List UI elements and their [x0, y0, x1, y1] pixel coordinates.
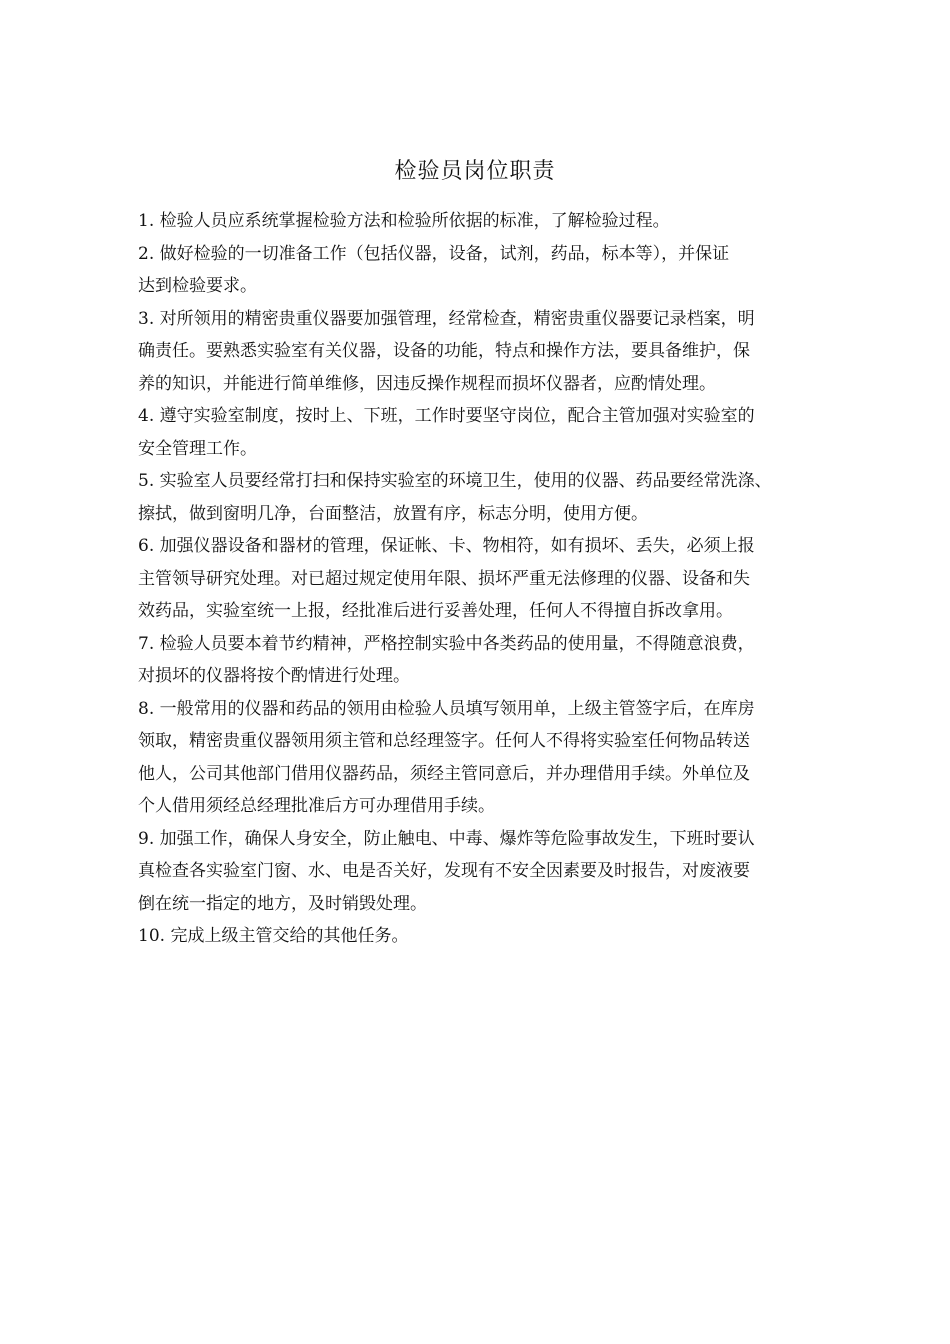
duty-item-7 — [138, 628, 858, 693]
duty-item-line: 领取，精密贵重仪器领用须主管和总经理签字。任何人不得将实验室任何物品转送 — [138, 731, 750, 751]
duty-item-line: 确责任。要熟悉实验室有关仪器，设备的功能，特点和操作方法，要具备维护，保 — [138, 341, 750, 361]
duty-item-line: 6. 加强仪器设备和器材的管理，保证帐、卡、物相符，如有损坏、丢失，必须上报 — [138, 536, 755, 556]
duty-item-4 — [138, 400, 858, 465]
duty-item-line: 对损坏的仪器将按个酌情进行处理。 — [138, 666, 410, 686]
duty-item-3 — [138, 303, 858, 401]
duty-item-line: 真检查各实验室门窗、水、电是否关好，发现有不安全因素要及时报告，对废液要 — [138, 861, 750, 881]
duty-item-6 — [138, 530, 858, 628]
duty-item-line: 个人借用须经总经理批准后方可办理借用手续。 — [138, 796, 495, 816]
duty-item-8 — [138, 693, 858, 823]
duty-item-9 — [138, 823, 858, 921]
duty-item-line: 1. 检验人员应系统掌握检验方法和检验所依据的标准，了解检验过程。 — [138, 211, 670, 231]
duty-item-1 — [138, 205, 858, 238]
document-body — [138, 205, 858, 953]
duty-item-line: 安全管理工作。 — [138, 438, 257, 459]
duty-item-line: 10. 完成上级主管交给的其他任务。 — [138, 926, 409, 946]
duty-item-line: 9. 加强工作，确保人身安全，防止触电、中毒、爆炸等危险事故发生，下班时要认 — [138, 828, 755, 849]
duty-item-line: 3. 对所领用的精密贵重仪器要加强管理，经常检查，精密贵重仪器要记录档案，明 — [138, 308, 755, 329]
duty-item-line: 5. 实验室人员要经常打扫和保持实验室的环境卫生，使用的仪器、药品要经常洗涤、 — [138, 471, 772, 491]
duty-item-line: 4. 遵守实验室制度，按时上、下班，工作时要坚守岗位，配合主管加强对实验室的 — [138, 406, 755, 426]
duty-item-line: 擦拭，做到窗明几净，台面整洁，放置有序，标志分明，使用方便。 — [138, 503, 648, 524]
duty-item-line: 7. 检验人员要本着节约精神，严格控制实验中各类药品的使用量，不得随意浪费， — [138, 633, 755, 654]
duty-item-line: 2. 做好检验的一切准备工作（包括仪器，设备，试剂，药品，标本等），并保证 — [138, 243, 730, 264]
duty-item-2 — [138, 238, 858, 303]
duty-item-line: 养的知识，并能进行简单维修，因违反操作规程而损坏仪器者，应酌情处理。 — [138, 373, 716, 394]
document-title: 检验员岗位职责 — [394, 159, 556, 184]
duty-item-line: 他人，公司其他部门借用仪器药品，须经主管同意后，并办理借用手续。外单位及 — [138, 763, 750, 784]
duty-item-line: 效药品，实验室统一上报，经批准后进行妥善处理，任何人不得擅自拆改拿用。 — [138, 601, 733, 621]
duty-item-5 — [138, 465, 858, 530]
duty-item-10 — [138, 920, 858, 953]
duty-item-line: 达到检验要求。 — [138, 276, 257, 296]
duty-item-line: 8. 一般常用的仪器和药品的领用由检验人员填写领用单，上级主管签字后，在库房 — [138, 698, 755, 719]
duty-item-line: 倒在统一指定的地方，及时销毁处理。 — [138, 893, 427, 914]
duty-item-line: 主管领导研究处理。对已超过规定使用年限、损坏严重无法修理的仪器、设备和失 — [138, 568, 750, 589]
